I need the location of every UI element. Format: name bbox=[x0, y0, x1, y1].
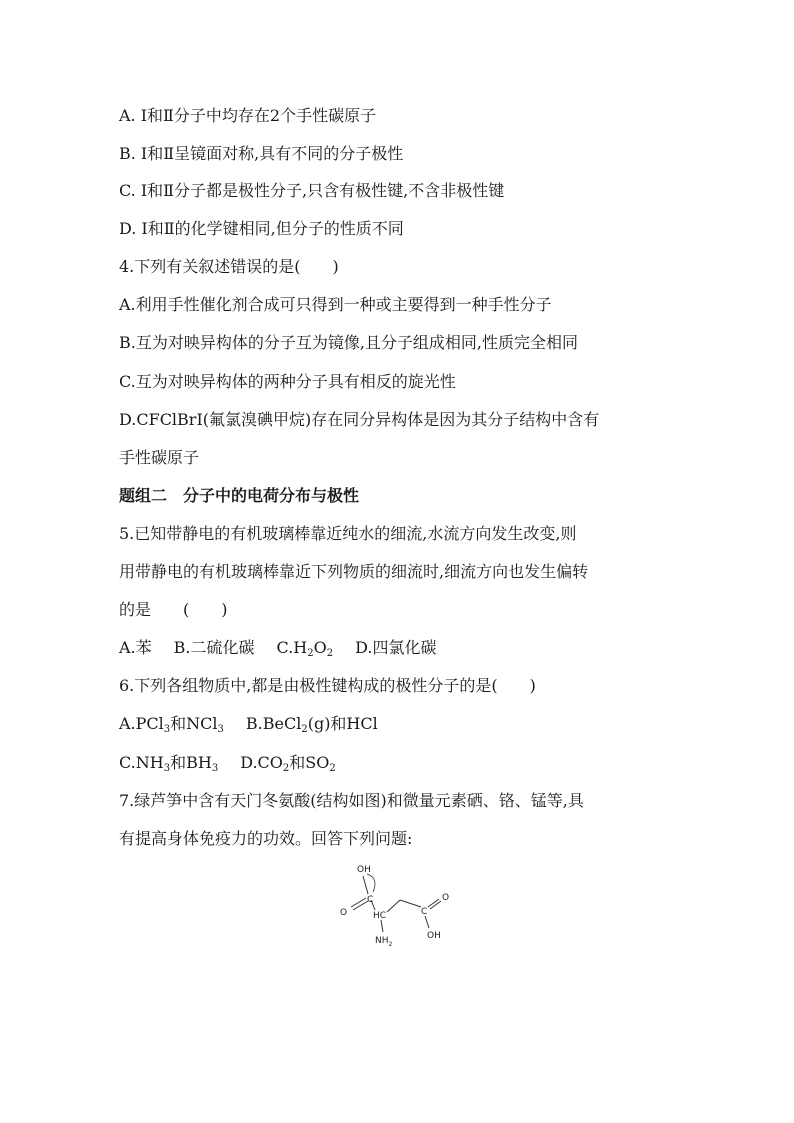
bond-c-oh-bottom bbox=[425, 916, 429, 928]
q6-option-c: $C.NH_3$和$BH_3$ bbox=[119, 753, 219, 774]
q3-option-c: C. Ⅰ和Ⅱ分子都是极性分子,只含有极性键,不含非极性键 bbox=[119, 181, 505, 200]
q6-options-cd bbox=[119, 753, 336, 773]
bond-hc-ch2 bbox=[387, 900, 400, 912]
curved-arrow bbox=[367, 874, 375, 892]
label-o-right: O bbox=[442, 893, 450, 903]
bond-c-o-right-2 bbox=[430, 901, 441, 909]
label-c-right: C bbox=[421, 907, 428, 917]
q4-option-b: B.互为对映异构体的分子互为镜像,且分子组成相同,性质完全相同 bbox=[119, 333, 579, 352]
bond-hc-nh2 bbox=[381, 920, 383, 932]
q6-option-a: A.PCl$_3$和NCl$_3$ bbox=[119, 714, 224, 735]
label-nh2: $NH_2$ bbox=[375, 936, 393, 948]
q5-options bbox=[119, 638, 436, 658]
q7-stem-line1: 7.绿芦笋中含有天门冬氨酸(结构如图)和微量元素硒、铬、锰等,具 bbox=[119, 791, 584, 810]
label-oh-bottom: OH bbox=[427, 931, 441, 941]
q7-stem-line2: 有提高身体免疫力的功效。回答下列问题: bbox=[119, 829, 413, 848]
q5-stem-line3: 的是 ( ) bbox=[119, 600, 228, 619]
bond-c-o-right-1 bbox=[428, 899, 439, 907]
label-o-left: O bbox=[340, 908, 348, 918]
q5-stem-line2: 用带静电的有机玻璃棒靠近下列物质的细流时,细流方向也发生偏转 bbox=[119, 562, 589, 581]
section-heading: 题组二 分子中的电荷分布与极性 bbox=[119, 486, 360, 505]
q6-options-ab bbox=[119, 714, 378, 734]
q4-option-c: C.互为对映异构体的两种分子具有相反的旋光性 bbox=[119, 372, 456, 391]
aspartic-acid-structure bbox=[325, 860, 465, 950]
label-oh-top: OH bbox=[357, 865, 371, 875]
q4-option-d-line1: D.CFClBrI(氟氯溴碘甲烷)存在同分异构体是因为其分子结构中含有 bbox=[119, 410, 600, 429]
label-c-left: C bbox=[367, 895, 374, 905]
q6-stem: 6.下列各组物质中,都是由极性键构成的极性分子的是( ) bbox=[119, 676, 536, 695]
q4-option-a: A.利用手性催化剂合成可只得到一种或主要得到一种手性分子 bbox=[119, 295, 552, 314]
bond-ch2-c-right bbox=[400, 900, 421, 907]
q5-option-d: D.四氯化碳 bbox=[355, 638, 437, 657]
bond-oh-c-left bbox=[363, 876, 368, 894]
q5-option-a: A.苯 bbox=[119, 638, 152, 657]
q5-stem-line1: 5.已知带静电的有机玻璃棒靠近纯水的细流,水流方向发生改变,则 bbox=[119, 524, 577, 543]
q5-option-b: B.二硫化碳 bbox=[173, 638, 255, 657]
bond-c-o-left-2 bbox=[353, 901, 368, 910]
bond-c-o-left-1 bbox=[351, 898, 366, 907]
q6-option-d: $D.CO_2$和$SO_2$ bbox=[240, 753, 336, 774]
q3-option-d: D. Ⅰ和Ⅱ的化学键相同,但分子的性质不同 bbox=[119, 219, 404, 238]
q3-option-a: A. Ⅰ和Ⅱ分子中均存在2个手性碳原子 bbox=[119, 106, 377, 125]
q4-option-d-line2: 手性碳原子 bbox=[119, 448, 200, 467]
label-hc: HC bbox=[373, 911, 387, 921]
q5-option-c: $C.H_2O_2$ bbox=[276, 638, 334, 659]
q4-stem: 4.下列有关叙述错误的是( ) bbox=[119, 257, 339, 276]
q6-option-b: B.BeCl$_2$(g)和HCl bbox=[245, 714, 378, 735]
q3-option-b: B. Ⅰ和Ⅱ呈镜面对称,具有不同的分子极性 bbox=[119, 144, 404, 163]
